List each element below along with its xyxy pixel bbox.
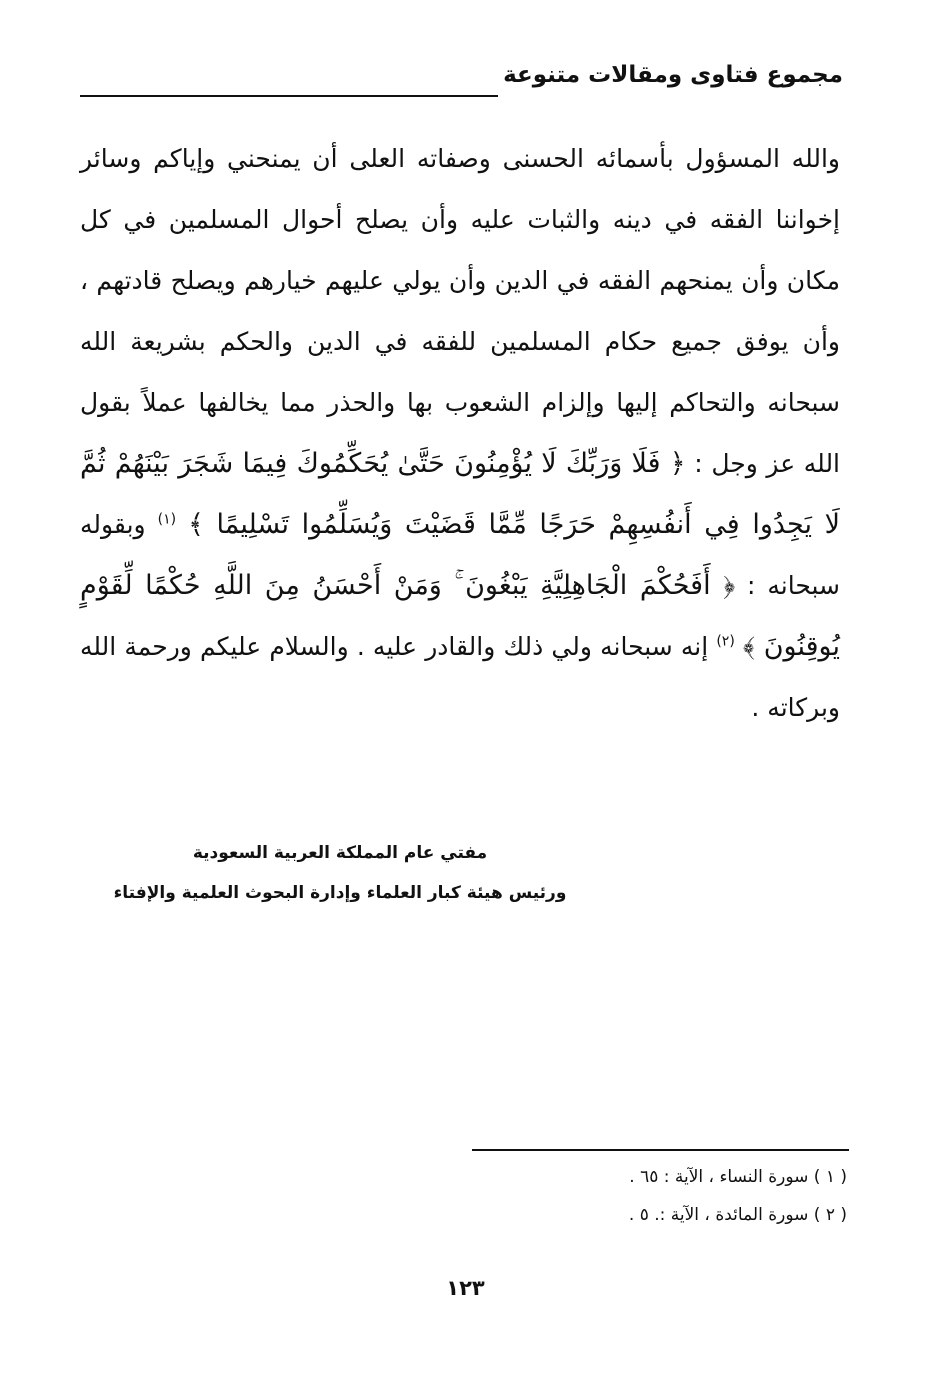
- signature-block: [80, 833, 600, 913]
- footnote-item-2: [547, 1196, 847, 1234]
- footnote-rule: [472, 1149, 849, 1151]
- quran-verse-1: ﴿ فَلَا وَرَبِّكَ لَا يُؤْمِنُونَ حَتَّىٰ يُحَكِّمُوكَ فِيمَا شَجَرَ بَيْنَهُمْ ثُمَّ لَا يَجِدُوا فِي أَنفُسِهِمْ حَرَجًا مِّمَّا قَضَيْتَ وَيُسَلِّمُوا تَسْلِيمًا ﴾: [80, 448, 840, 540]
- body-closing-text: إنه سبحانه ولي ذلك والقادر عليه . والسلام عليكم ورحمة الله وبركاته .: [80, 632, 840, 722]
- footnote-item-1: [547, 1158, 847, 1196]
- body-connector-text: وبقوله سبحانه :: [80, 510, 840, 600]
- body-paragraph: [80, 128, 840, 738]
- footnote-reference-1: (١): [157, 511, 177, 528]
- footnotes: [547, 1158, 847, 1234]
- body-intro-text: والله المسؤول بأسمائه الحسنى وصفاته العلى أن يمنحني وإياكم وسائر إخواننا الفقه في دينه والثبات عليه وأن يصلح أحوال المسلمين في كل مكان وأن يمنحهم الفقه في الدين وأن يولي عليهم خيارهم ويصلح قادتهم ، وأن يوفق جميع حكام المسلمين للفقه في الدين والحكم بشريعة الله سبحانه والتحاكم إليها وإلزام الشعوب بها والحذر مما يخالفها عملاً بقول الله عز وجل :: [80, 144, 841, 478]
- page-number: ١٢٣: [446, 1276, 485, 1300]
- header-rule: [80, 95, 498, 97]
- footnote-text: سورة المائدة ، الآية :. ٥ .: [628, 1205, 809, 1225]
- footnote-marker: ( ٢ ): [813, 1205, 847, 1225]
- footnote-marker: ( ١ ): [813, 1167, 847, 1187]
- footnote-text: سورة النساء ، الآية : ٦٥ .: [629, 1167, 809, 1187]
- signature-line-1: مفتي عام المملكة العربية السعودية: [192, 843, 488, 863]
- quran-verse-2: ﴿ أَفَحُكْمَ الْجَاهِلِيَّةِ يَبْغُونَ ۚ وَمَنْ أَحْسَنُ مِنَ اللَّهِ حُكْمًا لِّقَوْمٍ يُوقِنُونَ ﴾: [80, 570, 840, 662]
- footnote-reference-2: (٢): [716, 633, 735, 650]
- signature-line-2: ورئيس هيئة كبار العلماء وإدارة البحوث العلمية والإفتاء: [113, 883, 567, 903]
- running-header-title: مجموع فتاوى ومقالات متنوعة: [503, 62, 843, 88]
